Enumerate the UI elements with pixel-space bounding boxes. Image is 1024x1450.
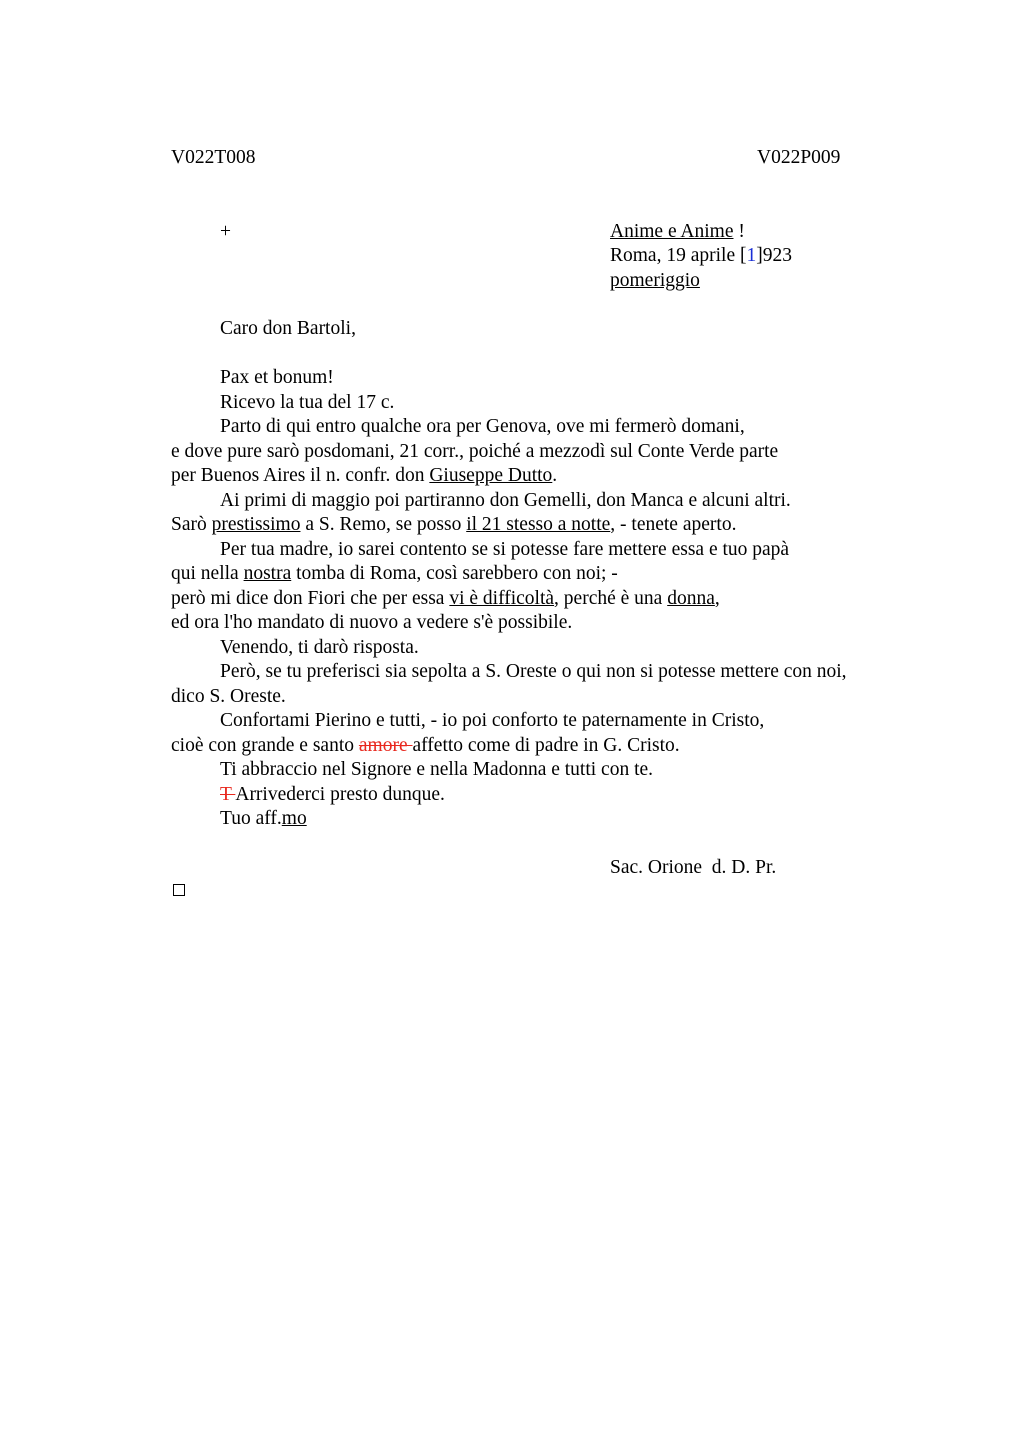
closing — [220, 807, 307, 831]
underlined-nostra: nostra — [243, 563, 292, 584]
underlined-donna: donna — [667, 588, 715, 609]
body-line-16-a: cioè con grande e santo — [171, 735, 359, 756]
body-line-9-b: tomba di Roma, così sarebbero con noi; - — [291, 563, 618, 584]
closing-a: Tuo aff. — [220, 808, 282, 829]
closing-superscript: mo — [281, 808, 307, 829]
underlined-difficolta: vi è difficoltà — [449, 588, 555, 609]
body-line-12: Venendo, ti darò risposta. — [220, 637, 419, 658]
salutation: Caro don Bartoli, — [220, 318, 356, 339]
body-line-10-b: , perché è una — [554, 588, 668, 609]
name-giuseppe-dutto: Giuseppe Dutto — [429, 465, 553, 486]
document-code-right: V022P009 — [757, 147, 841, 168]
date-line — [610, 244, 792, 268]
underlined-date-phrase: il 21 stesso a notte — [466, 514, 611, 535]
body-line-18 — [220, 783, 445, 807]
body-line-7-a: Sarò — [171, 514, 212, 535]
body-line-14: dico S. Oreste. — [171, 686, 286, 707]
body-line-3: Parto di qui entro qualche ora per Genova, ove mi fermerò domani, — [220, 416, 745, 437]
deleted-t: T — [220, 784, 236, 805]
motto — [610, 220, 745, 244]
underlined-prestissimo: prestissimo — [211, 514, 301, 535]
body-line-9-a: qui nella — [171, 563, 244, 584]
body-line-16 — [171, 734, 680, 758]
body-line-7-c: , - tenete aperto. — [610, 514, 737, 535]
body-line-7-b: a S. Remo, se posso — [300, 514, 467, 535]
date-editorial-digit: 1 — [746, 245, 757, 266]
body-line-10-c: , — [714, 588, 720, 609]
body-line-5-a: per Buenos Aires il n. confr. don — [171, 465, 430, 486]
body-line-11: ed ora l'ho mandato di nuovo a vedere s'è possibile. — [171, 612, 573, 633]
body-line-2: Ricevo la tua del 17 c. — [220, 392, 395, 413]
end-box-icon — [173, 884, 185, 896]
body-line-6: Ai primi di maggio poi partiranno don Gemelli, don Manca e alcuni altri. — [220, 490, 791, 511]
body-line-5 — [171, 464, 557, 488]
body-line-16-b: affetto come di padre in G. Cristo. — [412, 735, 680, 756]
signature: Sac. Orione d. D. Pr. — [610, 857, 777, 878]
body-line-18-b: Arrivederci presto dunque. — [235, 784, 445, 805]
date-prefix: Roma, 19 aprile [ — [610, 245, 747, 266]
body-line-7 — [171, 513, 736, 537]
body-line-8: Per tua madre, io sarei contento se si potesse fare mettere essa e tuo papà — [220, 539, 790, 560]
body-line-17: Ti abbraccio nel Signore e nella Madonna e tutti con te. — [220, 759, 654, 780]
time-of-day: pomeriggio — [610, 270, 700, 291]
body-line-13: Però, se tu preferisci sia sepolta a S. Oreste o qui non si potesse mettere con noi, — [220, 661, 847, 682]
body-line-10 — [171, 587, 720, 611]
body-line-10-a: però mi dice don Fiori che per essa — [171, 588, 450, 609]
motto-text: Anime e Anime — [610, 221, 734, 242]
body-line-9 — [171, 562, 618, 586]
body-line-5-b: . — [552, 465, 558, 486]
date-suffix: ]923 — [756, 245, 792, 266]
motto-exclamation: ! — [733, 221, 745, 242]
body-line-1: Pax et bonum! — [220, 367, 334, 388]
deleted-amore: amore — [358, 735, 413, 756]
body-line-15: Confortami Pierino e tutti, - io poi conforto te paternamente in Cristo, — [220, 710, 765, 731]
document-code-left: V022T008 — [171, 147, 256, 168]
cross-mark: + — [220, 221, 231, 242]
body-line-4: e dove pure sarò posdomani, 21 corr., poiché a mezzodì sul Conte Verde parte — [171, 441, 779, 462]
